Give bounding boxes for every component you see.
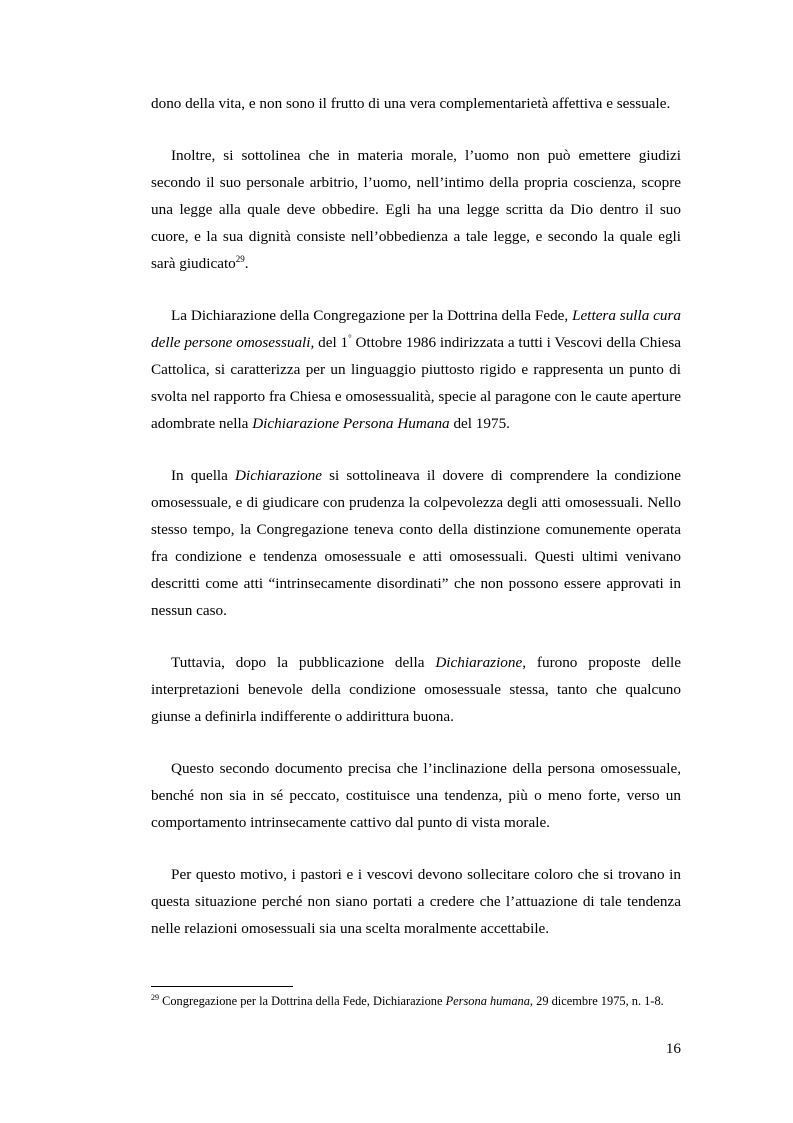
italic-text: Dichiarazione Persona Humana	[252, 415, 450, 432]
text-run: del 1975.	[449, 415, 510, 432]
italic-text: Persona humana	[445, 994, 530, 1008]
italic-text: Dichiarazione	[235, 467, 322, 484]
paragraph-6	[151, 755, 681, 836]
text-run: Ottobre 1986 indirizzata a tutti i Vescovi della Chiesa Cattolica, si caratterizza per un linguaggio piuttosto rigido e rappresenta un punto di svolta nel rapporto fra Chiesa e omosessualità, specie al paragone con le caute aperture adombrate nella	[151, 334, 682, 432]
text-run: La Dichiarazione della Congregazione per la Dottrina della Fede,	[171, 307, 573, 324]
page-number: 16	[665, 1040, 681, 1057]
text-run: Inoltre, si sottolinea che in materia morale, l’uomo non può emettere giudizi secondo il suo personale arbitrio, l’uomo, nell’intimo della propria coscienza, scopre una legge alla quale deve obbedire. Egli ha una legge scritta da Dio dentro il suo cuore, e la sua dignità consiste nell’obbedienza a tale legge, e secondo la quale egli sarà giudicato	[151, 147, 681, 272]
footnote-divider	[151, 986, 293, 987]
text-run: si sottolineava il dovere di comprendere la condizione omosessuale, e di giudicare con prudenza la colpevolezza degli atti omosessuali. Nello stesso tempo, la Congregazione teneva conto della distinzione comunemente operata fra condizione e tendenza omosessuale e atti omosessuali. Questi ultimi venivano descritti come atti “intrinsecamente disordinati” che non possono essere approvati in nessun caso.	[151, 467, 682, 619]
paragraph-3	[151, 302, 681, 437]
footnote-text	[159, 994, 664, 1008]
text-run: In quella	[171, 467, 236, 484]
superscript: °	[348, 333, 352, 343]
text-run: Questo secondo documento precisa che l’inclinazione della persona omosessuale, benché non sia in sé peccato, costituisce una tendenza, più o meno forte, verso un comportamento intrinsecamente cattivo dal punto di vista morale.	[151, 760, 681, 831]
paragraph-5	[151, 649, 681, 730]
paragraph-4	[151, 462, 681, 624]
text-run: Congregazione per la Dottrina della Fede, Dichiarazione	[159, 994, 446, 1008]
italic-text: Lettera sulla cura delle persone omosessuali,	[151, 307, 682, 351]
italic-text: Dichiarazione	[435, 654, 523, 671]
text-run: Per questo motivo, i pastori e i vescovi devono sollecitare coloro che si trovano in questa situazione perché non siano portati a credere che l’attuazione di tale tendenza nelle relazioni omosessuali sia una scelta moralmente accettabile.	[151, 866, 681, 937]
footnote-marker: 29	[151, 993, 159, 1002]
paragraph-7	[151, 861, 681, 942]
text-run: , 29 dicembre 1975, n. 1-8.	[529, 994, 664, 1008]
text-run: .	[244, 255, 249, 272]
text-run: dono della vita, e non sono il frutto di una vera complementarietà affettiva e sessuale.	[151, 95, 671, 112]
page-body	[151, 90, 681, 967]
footnote	[151, 993, 681, 1010]
paragraph-2	[151, 142, 681, 277]
text-run: del 1	[314, 334, 349, 351]
paragraph-1	[151, 90, 681, 117]
superscript: 29	[235, 254, 245, 264]
text-run: Tuttavia, dopo la pubblicazione della	[171, 654, 436, 671]
text-run: , furono proposte delle interpretazioni benevole della condizione omosessuale stessa, tanto che qualcuno giunse a definirla indifferente o addirittura buona.	[151, 654, 681, 725]
